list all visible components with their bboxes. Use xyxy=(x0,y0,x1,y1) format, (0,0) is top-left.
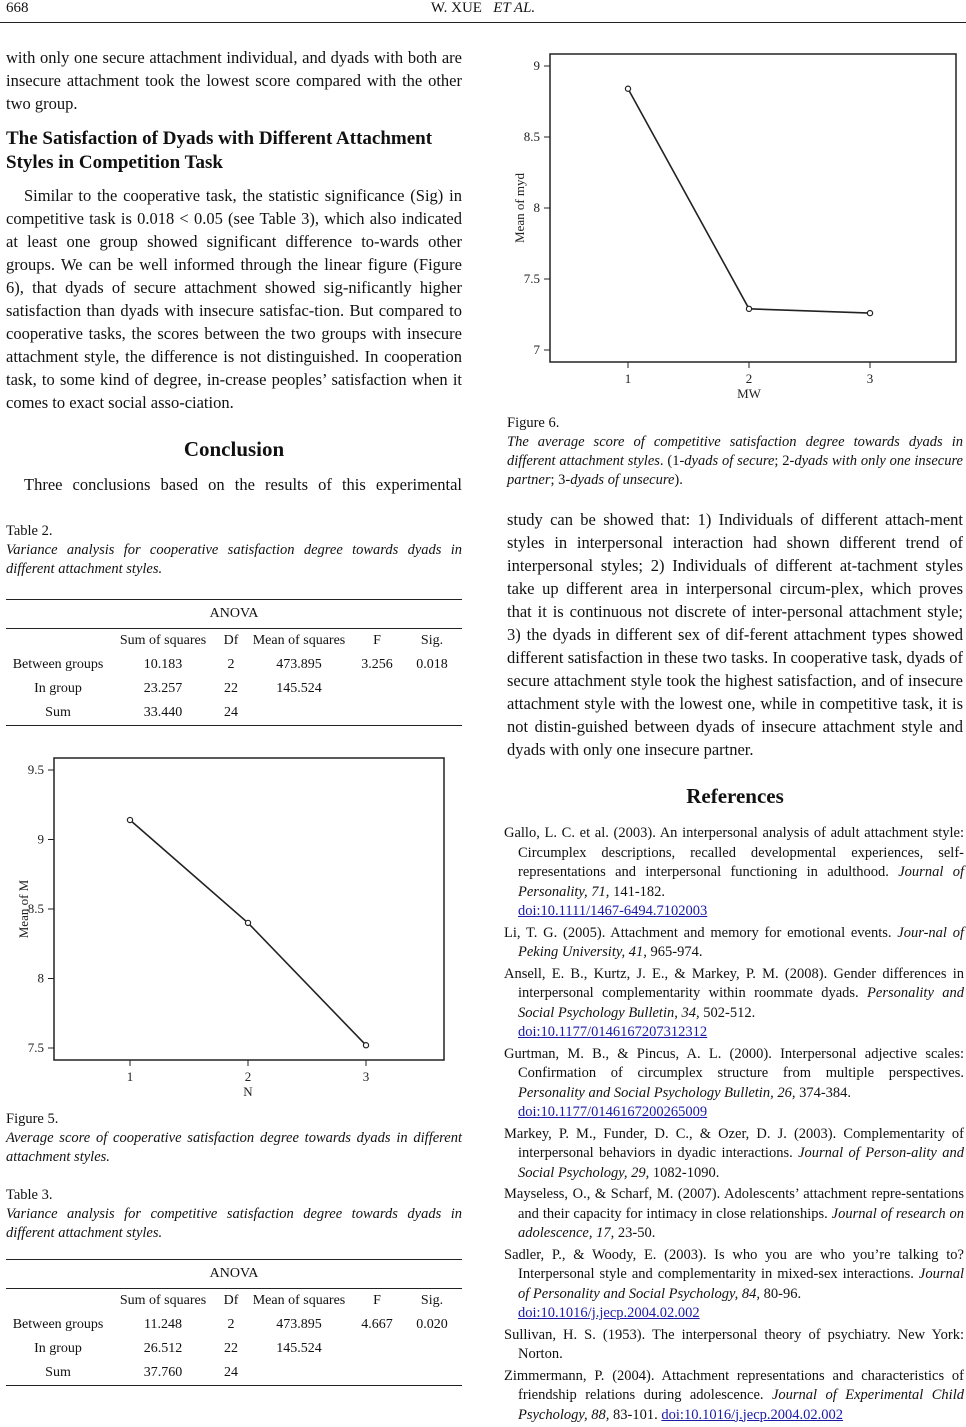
plot-frame xyxy=(54,758,444,1060)
references-list xyxy=(504,824,964,1427)
table-cell: Sum xyxy=(45,705,71,720)
plot-frame xyxy=(550,54,956,362)
table3-block xyxy=(6,1186,462,1386)
table-row xyxy=(6,677,462,701)
table3-col-sig: Sig. xyxy=(420,1293,444,1308)
reference-text: Ansell, E. B., Kurtz, J. E., & Markey, P. M. (2008). Gender differences in interpersonal complementarity within roommate dyads. xyxy=(504,965,964,1001)
table-cell: 0.018 xyxy=(416,657,448,672)
figure5-chart xyxy=(6,756,454,1104)
section-title-competition: The Satisfaction of Dyads with Different Attachment Styles in Competition Task xyxy=(6,128,433,173)
reference-text: Sadler, P., & Woody, E. (2003). Is who you are who you’re talking to? Interpersonal style and complementarity in mixed-sex interactions. xyxy=(504,1246,964,1282)
reference-pages: 502-512. xyxy=(699,1004,756,1021)
reference-text: Markey, P. M., Funder, D. C., & Ozer, D. J. (2003). Complementarity of interpersonal behaviors in dyadic interactions. xyxy=(504,1125,964,1161)
table-cell: 2 xyxy=(227,1317,235,1332)
caption-part: The average score of competitive satisfaction degree towards dyads in different attachment styles xyxy=(507,434,963,469)
reference-text: Mayseless, O., & Scharf, M. (2007). Adolescents’ attachment repre-sentations and their capacity for intimacy in close relationships. xyxy=(504,1186,964,1222)
figure5-label: Figure 5. xyxy=(6,1111,59,1127)
y-tick-label: 9.5 xyxy=(27,762,44,777)
figure6-caption-block xyxy=(507,414,963,490)
reference-pages: 965-974. xyxy=(646,944,703,960)
reference-pages: 1082-1090. xyxy=(649,1164,720,1181)
running-header-authors: W. XUE xyxy=(430,0,482,16)
table-cell xyxy=(246,1361,352,1386)
table-cell: Between groups xyxy=(12,1317,104,1332)
reference-pages: 80-96. xyxy=(760,1285,802,1302)
table-cell: 22 xyxy=(224,681,238,696)
y-tick-label: 9 xyxy=(533,58,540,73)
reference-text: Sullivan, H. S. (1953). The interpersonal theory of psychiatry. New York: Norton. xyxy=(504,1326,964,1362)
table-cell: 4.667 xyxy=(361,1317,393,1332)
table3-title: ANOVA xyxy=(209,1266,259,1281)
doi-link[interactable]: doi:10.1111/1467-6494.7102003 xyxy=(518,903,708,919)
reference-pages: 374-384. xyxy=(795,1084,852,1101)
reference-item xyxy=(504,965,964,1043)
table-row xyxy=(6,701,462,726)
table2-caption: Variance analysis for cooperative satisfaction degree towards dyads in different attachment styles. xyxy=(6,542,462,577)
y-tick-label: 8.5 xyxy=(27,901,44,916)
reference-journal: Journal of Personality and Social Psychology, 84, xyxy=(518,1266,964,1302)
reference-pages: 141-182. xyxy=(609,883,666,900)
table-cell: In group xyxy=(34,1341,82,1356)
data-point xyxy=(127,817,132,822)
table-cell xyxy=(246,701,352,726)
x-tick-label: 2 xyxy=(745,371,753,386)
table-cell xyxy=(402,1361,462,1386)
caption-part: ; 3- xyxy=(550,472,571,488)
table-row xyxy=(6,1337,462,1361)
data-point xyxy=(363,1043,368,1048)
table-cell xyxy=(352,701,402,726)
caption-part: ; 2- xyxy=(774,453,795,469)
x-tick-label: 1 xyxy=(126,1069,134,1084)
table2-col-sum-of-squares: Sum of squares xyxy=(119,633,207,648)
y-tick-label: 8.5 xyxy=(523,129,540,144)
table-row xyxy=(6,1361,462,1386)
table2-col-0 xyxy=(6,629,110,654)
table-cell xyxy=(402,701,462,726)
paragraph-competition: Similar to the cooperative task, the statistic significance (Sig) in competitive task is 0.018 < 0.05 (see Table 3), which also indicated at least one group showed significant difference to-wards other groups. We can be well informed through the linear figure (Figure 6), that dyads of secure attachment showed sig-nificantly higher satisfaction than dyads with insecure satisfac-tion. But compared to cooperative tasks, the scores between the two groups with insecure attachment style, the difference is not distinguished. In cooperation task, to some kind of degree, in-crease peoples’ satisfaction when it comes to exact social asso-ciation. xyxy=(6,186,462,412)
table-cell: 10.183 xyxy=(143,657,183,672)
table3-label: Table 3. xyxy=(6,1187,53,1203)
table-cell xyxy=(352,1337,402,1361)
reference-item xyxy=(504,1246,964,1324)
table-row xyxy=(6,1313,462,1337)
doi-link[interactable]: doi:10.1177/0146167200265009 xyxy=(518,1104,708,1120)
table3 xyxy=(6,1259,462,1386)
paragraph-intro: with only one secure attachment individual, and dyads with both are insecure attachment took the lowest score compared with the other two group. xyxy=(6,48,462,113)
table-cell: 145.524 xyxy=(276,1341,322,1356)
reference-text: Gallo, L. C. et al. (2003). An interpersonal analysis of adult attachment style: Circumplex descriptions, recalled developmental experiences, self-representations and interpersonal functioning in adulthood. xyxy=(504,825,964,880)
figure5-caption: Average score of cooperative satisfaction degree towards dyads in different attachment styles. xyxy=(6,1130,462,1165)
table2-col-f: F xyxy=(373,633,381,648)
table3-col-sum-of-squares: Sum of squares xyxy=(119,1293,207,1308)
table-cell: In group xyxy=(34,681,82,696)
paragraph-conclusion: Three conclusions based on the results of this experimental xyxy=(24,475,462,494)
header-rule xyxy=(0,22,966,23)
table-cell xyxy=(402,677,462,701)
running-header xyxy=(0,0,966,17)
reference-text: Li, T. G. (2005). Attachment and memory for emotional events. xyxy=(504,924,898,941)
series-line xyxy=(628,89,870,313)
reference-journal: Jour-nal of Peking University, 41, xyxy=(518,924,964,960)
table-cell: 26.512 xyxy=(143,1341,183,1356)
section-title-conclusion: Conclusion xyxy=(183,437,285,461)
table3-col-df: Df xyxy=(223,1293,239,1308)
doi-link[interactable]: doi:10.1016/j.jecp.2004.02.002 xyxy=(661,1406,844,1423)
table-cell: Sum xyxy=(45,1365,71,1380)
reference-journal: Journal of Experimental Child Psychology, 88, xyxy=(518,1387,964,1423)
y-tick-label: 8 xyxy=(533,200,540,215)
y-axis-label: Mean of myd xyxy=(512,172,527,244)
y-tick-label: 7.5 xyxy=(523,271,540,286)
table-cell: 11.248 xyxy=(144,1317,182,1332)
table3-col-mean-of-squares: Mean of squares xyxy=(252,1293,346,1308)
table3-col-f: F xyxy=(373,1293,381,1308)
table-cell: 473.895 xyxy=(276,1317,322,1332)
caption-part: ). xyxy=(674,472,683,488)
x-tick-label: 2 xyxy=(244,1069,252,1084)
table-cell: 145.524 xyxy=(276,681,322,696)
running-header-etal: ET AL. xyxy=(493,0,536,16)
y-tick-label: 7.5 xyxy=(27,1040,44,1055)
figure6-caption xyxy=(507,433,963,490)
reference-item xyxy=(504,1326,964,1365)
table-cell xyxy=(402,1337,462,1361)
right-column xyxy=(507,508,963,808)
reference-item xyxy=(504,1045,964,1123)
caption-part: dyads of secure xyxy=(684,453,775,469)
left-column xyxy=(6,46,462,496)
y-tick-label: 9 xyxy=(37,831,44,847)
table-cell: 473.895 xyxy=(276,657,322,672)
reference-journal: Journal of Personality, 71, xyxy=(518,864,964,900)
table-cell: 24 xyxy=(224,1365,238,1380)
y-tick-label: 7 xyxy=(533,342,540,357)
table2-col-sig: Sig. xyxy=(420,633,444,648)
table3-col-0 xyxy=(6,1289,110,1314)
table-cell xyxy=(352,677,402,701)
table-cell: 0.020 xyxy=(416,1317,448,1332)
table-cell: 37.760 xyxy=(143,1365,183,1380)
reference-journal: Journal of Person-ality and Social Psychology, 29, xyxy=(518,1145,964,1181)
reference-item xyxy=(504,1185,964,1244)
data-point xyxy=(867,310,872,315)
doi-link[interactable]: doi:10.1016/j.jecp.2004.02.002 xyxy=(518,1305,700,1321)
reference-item xyxy=(504,1367,964,1426)
y-axis-label: Mean of M xyxy=(16,879,31,939)
table-cell: 22 xyxy=(224,1341,238,1356)
x-tick-label: 3 xyxy=(362,1069,370,1084)
x-axis-label: N xyxy=(243,1084,253,1099)
figure6-chart xyxy=(504,50,960,408)
table2-block xyxy=(6,522,462,726)
series-line xyxy=(130,820,366,1045)
table-cell: Between groups xyxy=(12,657,104,672)
caption-part: dyads with only one insecure partner xyxy=(507,453,963,488)
x-tick-label: 3 xyxy=(866,371,874,386)
table-cell: 3.256 xyxy=(361,657,393,672)
table3-caption: Variance analysis for competitive satisfaction degree towards dyads in different attachment styles. xyxy=(6,1206,462,1241)
table-cell: 33.440 xyxy=(143,705,183,720)
table2 xyxy=(6,599,462,726)
reference-text: Zimmermann, P. (2004). Attachment representations and characteristics of friendship relations during adolescence. xyxy=(504,1367,964,1403)
reference-item xyxy=(504,924,964,963)
reference-pages: 83-101. xyxy=(609,1406,662,1423)
table2-title: ANOVA xyxy=(209,606,259,621)
x-axis-label: MW xyxy=(737,386,761,401)
paragraph-study: study can be showed that: 1) Individuals of different attach-ment styles in interpersonal interaction had shown different trend of interpersonal styles; 2) Individuals of different at-tachment styles take up different area in interpersonal circum-plex, which proves that it is continuous not discrete of inter-personal attachment style; 3) the dyads in different sex of dif-ferent attachment types showed different satisfaction in these two tasks. In cooperative task, dyads of secure attachment style took the highest satisfaction, and of insecure attachment style with the lowest one, while in competitive task, it is not distin-guished between dyads of insecure attachment style and dyads with only one insecure partner. xyxy=(507,510,963,759)
data-point xyxy=(625,86,630,91)
reference-journal: Personality and Social Psychology Bulletin, 26, xyxy=(518,1084,796,1101)
reference-journal: Personality and Social Psychology Bulletin, 34, xyxy=(518,985,964,1021)
reference-item xyxy=(504,1125,964,1184)
table2-col-df: Df xyxy=(223,633,239,648)
caption-part: . (1- xyxy=(659,453,685,469)
table-cell: 2 xyxy=(227,657,235,672)
table2-col-mean-of-squares: Mean of squares xyxy=(252,633,346,648)
reference-text: Gurtman, M. B., & Pincus, A. L. (2000). Interpersonal adjective scales: Confirmation of circumplex structure from multiple perspectives. xyxy=(504,1045,964,1081)
table2-label: Table 2. xyxy=(6,523,53,539)
figure5-caption-block xyxy=(6,1110,462,1167)
reference-pages: 23-50. xyxy=(614,1225,656,1241)
reference-journal: Journal of research on adolescence, 17, xyxy=(518,1205,964,1241)
data-point xyxy=(245,920,250,925)
table-row xyxy=(6,653,462,677)
data-point xyxy=(746,306,751,311)
x-tick-label: 1 xyxy=(624,371,632,386)
section-title-references: References xyxy=(686,784,784,808)
table-cell: 24 xyxy=(224,705,238,720)
page-number: 668 xyxy=(6,0,29,16)
caption-part: dyads of unsecure xyxy=(570,472,675,488)
reference-item xyxy=(504,824,964,922)
table-cell xyxy=(352,1361,402,1386)
table-cell: 23.257 xyxy=(143,681,183,696)
doi-link[interactable]: doi:10.1177/0146167207312312 xyxy=(518,1024,708,1040)
figure6-label: Figure 6. xyxy=(507,415,560,431)
y-tick-label: 8 xyxy=(37,970,44,986)
